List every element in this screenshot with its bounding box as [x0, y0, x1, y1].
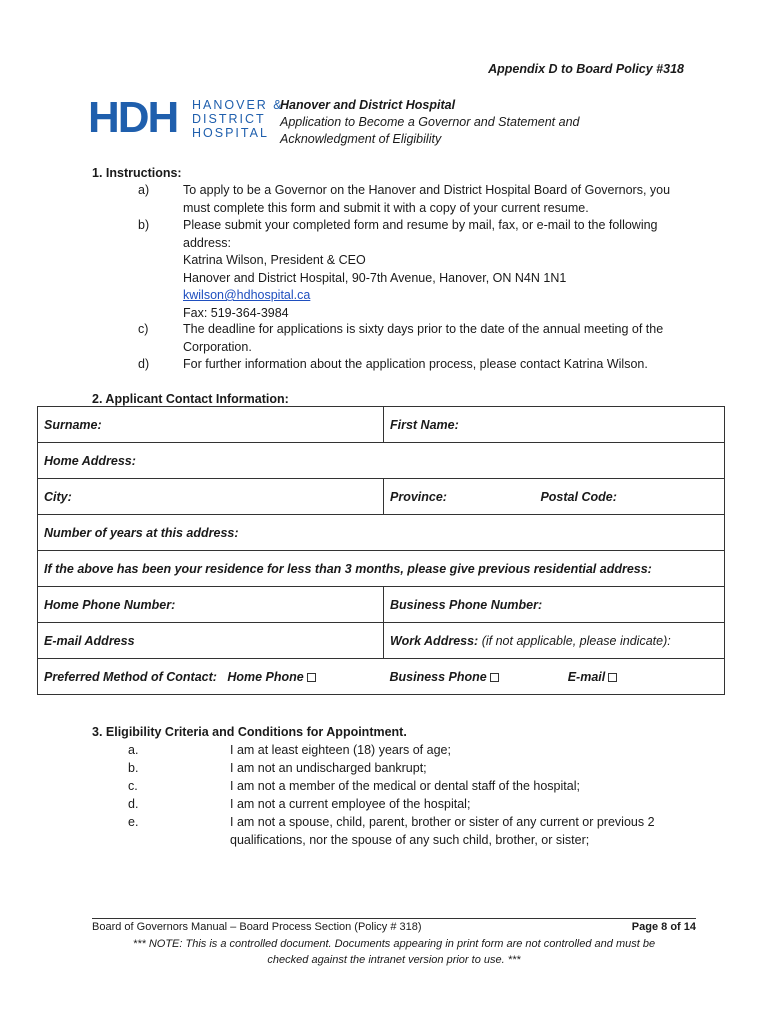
- email-address-field[interactable]: [38, 623, 384, 659]
- instruction-letter-a: a): [138, 183, 150, 197]
- city-field[interactable]: [38, 479, 384, 515]
- home-phone-label: Home Phone Number:: [44, 597, 176, 612]
- eligibility-c: I am not a member of the medical or dental staff of the hospital;: [230, 779, 580, 793]
- previous-address-field[interactable]: [38, 551, 725, 587]
- work-address-note: (if not applicable, please indicate):: [481, 633, 671, 648]
- home-address-field[interactable]: [38, 443, 725, 479]
- hospital-name: Hanover and District Hospital: [280, 98, 456, 112]
- preferred-contact-label: Preferred Method of Contact:: [44, 669, 217, 684]
- eligibility-letter-c: c.: [128, 779, 138, 793]
- instruction-c: [183, 321, 683, 356]
- eligibility-heading: 3. Eligibility Criteria and Conditions for Appointment.: [92, 725, 407, 739]
- instruction-b: [183, 217, 683, 322]
- eligibility-a: I am at least eighteen (18) years of age;: [230, 743, 451, 757]
- preferred-contact-options: [384, 659, 725, 695]
- instruction-b-line-2: address:: [183, 235, 231, 250]
- previous-address-label: If the above has been your residence for less than 3 months, please give previous residential address:: [44, 561, 652, 576]
- contact-address: Hanover and District Hospital, 90-7th Avenue, Hanover, ON N4N 1N1: [183, 270, 567, 285]
- logo-mark: HDH: [88, 93, 178, 142]
- surname-field[interactable]: [38, 407, 384, 443]
- instruction-letter-b: b): [138, 218, 150, 232]
- footer-note-line-2: checked against the intranet version prior to use. ***: [267, 954, 521, 966]
- years-at-address-field[interactable]: [38, 515, 725, 551]
- first-name-label: First Name:: [390, 417, 459, 432]
- eligibility-e-line-1: I am not a spouse, child, parent, brother or sister of any current or previous 2: [230, 815, 655, 829]
- form-title-line-1: Application to Become a Governor and Statement and: [280, 115, 580, 129]
- instruction-letter-d: d): [138, 357, 150, 371]
- logo-line-2: DISTRICT: [192, 112, 266, 126]
- business-phone-option-label: Business Phone: [389, 669, 487, 684]
- contact-email-link[interactable]: kwilson@hdhospital.ca: [183, 288, 311, 302]
- postal-code-label: Postal Code:: [540, 489, 617, 504]
- city-label: City:: [44, 489, 72, 504]
- eligibility-letter-d: d.: [128, 797, 139, 811]
- form-title-line-2: Acknowledgment of Eligibility: [280, 132, 442, 146]
- applicant-contact-form: [37, 406, 725, 695]
- instruction-d-line-1: For further information about the application process, please contact Katrina Wilson.: [183, 357, 648, 371]
- contact-info-heading: 2. Applicant Contact Information:: [92, 392, 289, 406]
- eligibility-letter-a: a.: [128, 743, 139, 757]
- eligibility-e-line-2: qualifications, nor the spouse of any such child, brother, or sister;: [230, 832, 590, 847]
- province-postal-field[interactable]: [384, 479, 725, 515]
- instructions-heading: 1. Instructions:: [92, 166, 182, 180]
- footer-divider: [92, 918, 696, 919]
- instruction-a-line-1: To apply to be a Governor on the Hanover and District Hospital Board of Governors, you: [183, 183, 671, 197]
- business-phone-label: Business Phone Number:: [390, 597, 543, 612]
- eligibility-d: I am not a current employee of the hospital;: [230, 797, 471, 811]
- controlled-document-note: [92, 936, 696, 968]
- footer-manual-reference: Board of Governors Manual – Board Process Section (Policy # 318): [92, 921, 422, 933]
- preferred-contact-row: [38, 659, 384, 695]
- eligibility-letter-b: b.: [128, 761, 139, 775]
- home-phone-option-label: Home Phone: [227, 669, 304, 684]
- email-checkbox[interactable]: [608, 673, 617, 682]
- business-phone-field[interactable]: [384, 587, 725, 623]
- instruction-b-line-1: Please submit your completed form and resume by mail, fax, or e-mail to the following: [183, 218, 658, 232]
- eligibility-e: [230, 814, 670, 849]
- contact-fax: Fax: 519-364-3984: [183, 305, 289, 320]
- instruction-d: [183, 356, 683, 374]
- eligibility-b: I am not an undischarged bankrupt;: [230, 761, 427, 775]
- first-name-field[interactable]: [384, 407, 725, 443]
- instruction-a-line-2: must complete this form and submit it with a copy of your current resume.: [183, 200, 589, 215]
- form-header: [280, 97, 580, 148]
- work-address-label: Work Address:: [390, 633, 479, 648]
- home-phone-checkbox[interactable]: [307, 673, 316, 682]
- home-phone-field[interactable]: [38, 587, 384, 623]
- logo-line-1: HANOVER &: [192, 98, 284, 112]
- years-at-address-label: Number of years at this address:: [44, 525, 239, 540]
- footer-note-line-1: *** NOTE: This is a controlled document. Documents appearing in print form are not controlled and must be: [132, 938, 656, 950]
- instruction-c-line-2: Corporation.: [183, 339, 252, 354]
- home-address-label: Home Address:: [44, 453, 136, 468]
- instruction-c-line-1: The deadline for applications is sixty days prior to the date of the annual meeting of the: [183, 322, 664, 336]
- surname-label: Surname:: [44, 417, 102, 432]
- business-phone-checkbox[interactable]: [490, 673, 499, 682]
- instruction-letter-c: c): [138, 322, 149, 336]
- eligibility-letter-e: e.: [128, 815, 139, 829]
- logo-line-3: HOSPITAL: [192, 126, 269, 140]
- contact-name: Katrina Wilson, President & CEO: [183, 253, 366, 267]
- logo-wordmark: [192, 98, 284, 140]
- page-number: Page 8 of 14: [631, 921, 696, 933]
- work-address-field[interactable]: [384, 623, 725, 659]
- email-option-label: E-mail: [567, 669, 606, 684]
- appendix-label: Appendix D to Board Policy #318: [488, 62, 684, 76]
- province-label: Province:: [390, 489, 447, 504]
- hospital-logo: [88, 93, 284, 144]
- email-address-label: E-mail Address: [44, 633, 135, 648]
- instruction-a: [183, 182, 683, 217]
